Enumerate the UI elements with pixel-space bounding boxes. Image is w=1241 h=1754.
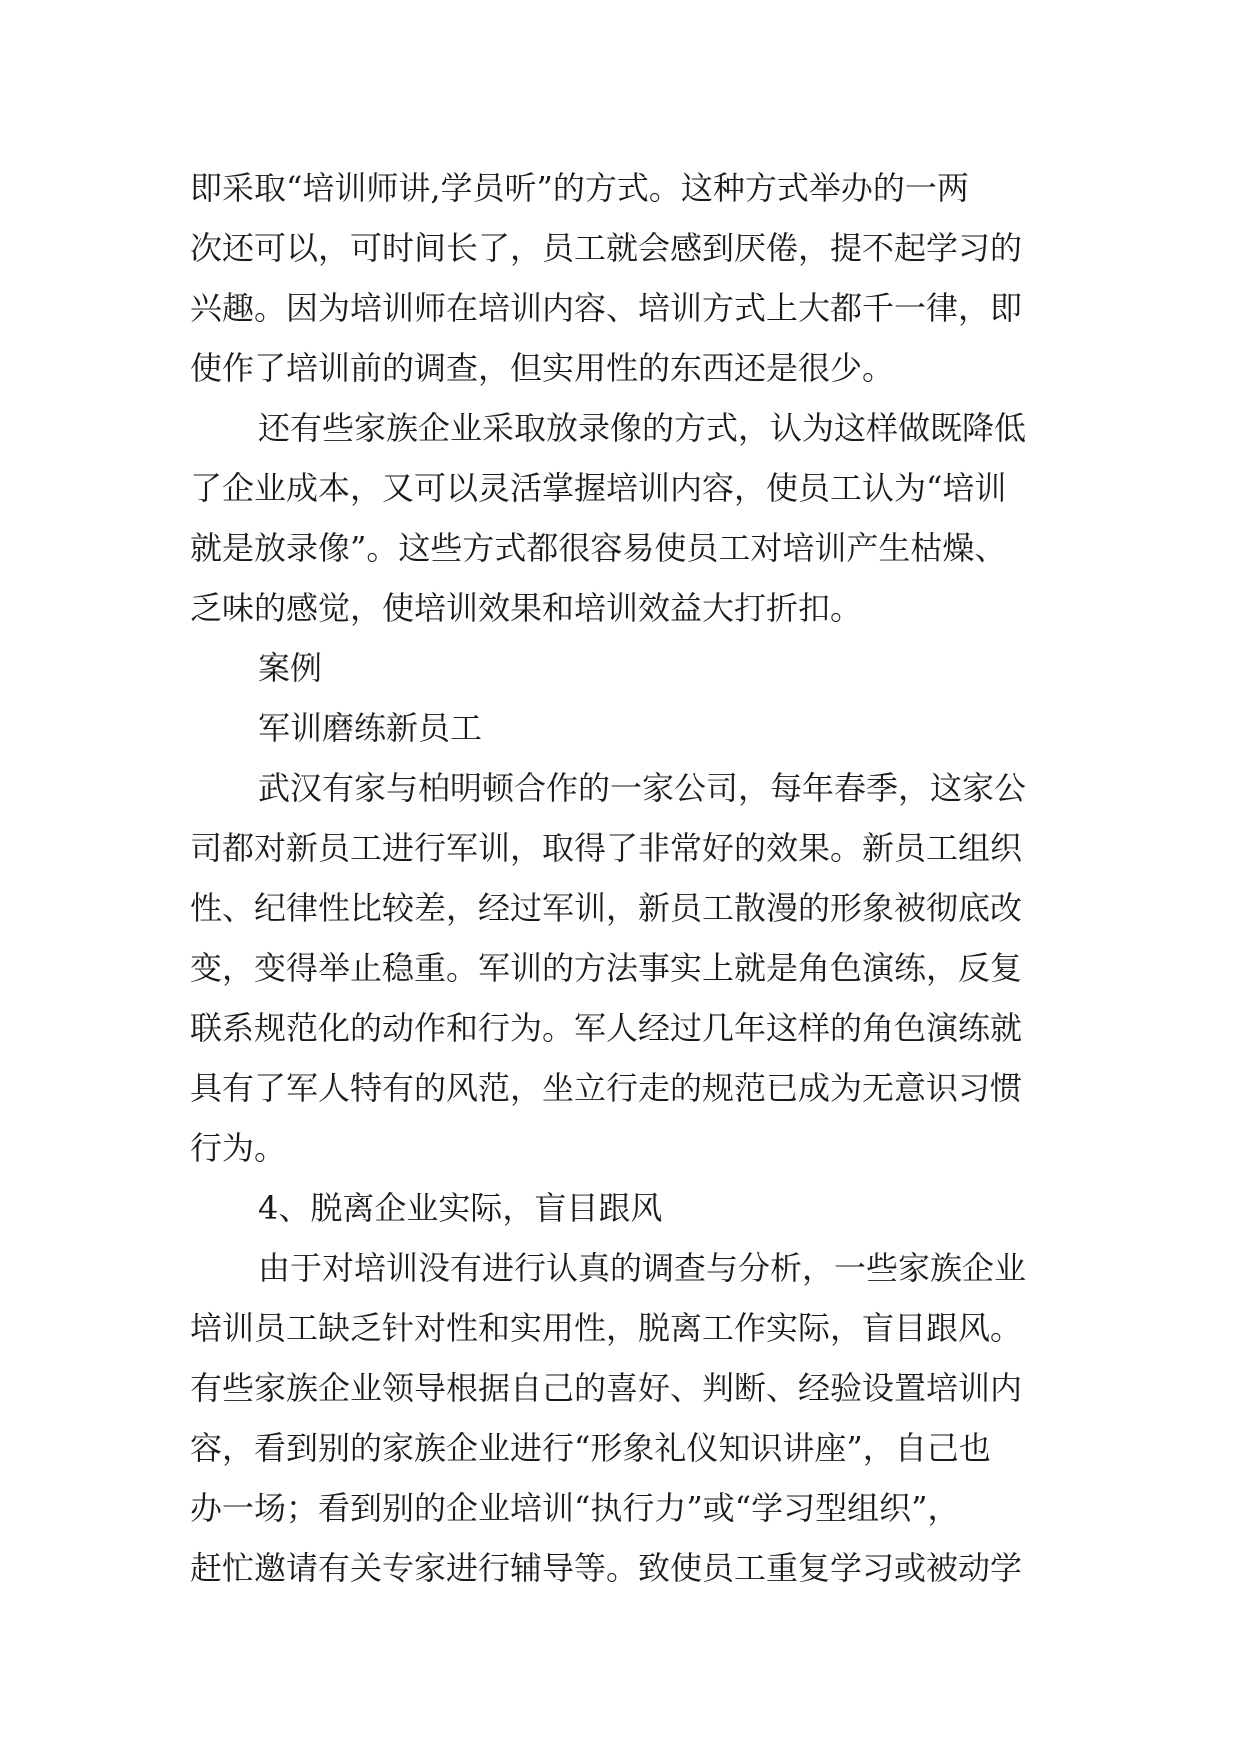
paragraph-start-line: 还有些家族企业采取放录像的方式，认为这样做既降低: [258, 409, 1027, 447]
text-line: 联系规范化的动作和行为。军人经过几年这样的角色演练就: [190, 1009, 1023, 1047]
text-line: 次还可以，可时间长了，员工就会感到厌倦，提不起学习的: [190, 229, 1023, 267]
section-heading: 4、脱离企业实际，盲目跟风: [258, 1189, 663, 1227]
text-line: 培训员工缺乏针对性和实用性，脱离工作实际，盲目跟风。: [190, 1309, 1023, 1347]
text-line: 使作了培训前的调查，但实用性的东西还是很少。: [190, 349, 895, 387]
text-line: 就是放录像”。这些方式都很容易使员工对培训产生枯燥、: [190, 529, 1007, 567]
text-line: 变，变得举止稳重。军训的方法事实上就是角色演练，反复: [190, 949, 1023, 987]
text-line: 性、纪律性比较差，经过军训，新员工散漫的形象被彻底改: [190, 889, 1023, 927]
text-line: 容，看到别的家族企业进行“形象礼仪知识讲座”，自己也: [190, 1429, 991, 1467]
case-title: 军训磨练新员工: [258, 709, 483, 747]
paragraph-start-line: 由于对培训没有进行认真的调查与分析，一些家族企业: [258, 1249, 1027, 1287]
text-line: 赶忙邀请有关专家进行辅导等。致使员工重复学习或被动学: [190, 1549, 1023, 1587]
text-line: 行为。: [190, 1129, 287, 1167]
text-line: 具有了军人特有的风范，坐立行走的规范已成为无意识习惯: [190, 1069, 1023, 1107]
text-line: 乏味的感觉，使培训效果和培训效益大打折扣。: [190, 589, 863, 627]
paragraph-start-line: 武汉有家与柏明顿合作的一家公司，每年春季，这家公: [258, 769, 1027, 807]
body-text: [190, 158, 1050, 1598]
text-line: 办一场；看到别的企业培训“执行力”或“学习型组织”，: [190, 1489, 960, 1527]
case-label: 案例: [258, 649, 323, 687]
text-line: 即采取“培训师讲,学员听”的方式。这种方式举办的一两: [190, 169, 969, 207]
text-line: 司都对新员工进行军训，取得了非常好的效果。新员工组织: [190, 829, 1023, 867]
text-line: 有些家族企业领导根据自己的喜好、判断、经验设置培训内: [190, 1369, 1023, 1407]
text-line: 了企业成本，又可以灵活掌握培训内容，使员工认为“培训: [190, 469, 1007, 507]
text-line: 兴趣。因为培训师在培训内容、培训方式上大都千一律，即: [190, 289, 1023, 327]
